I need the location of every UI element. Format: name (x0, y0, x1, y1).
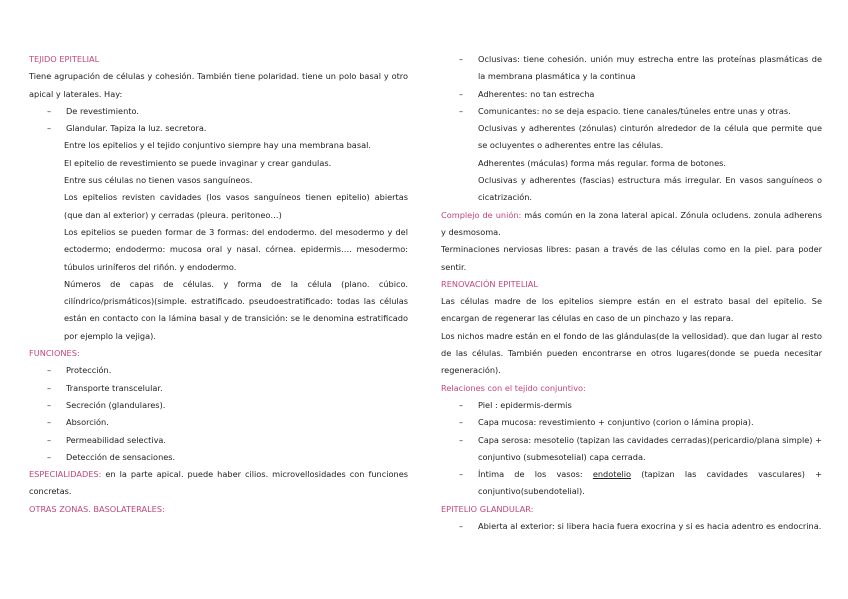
list-item: – Capa mucosa: revestimiento + conjuntivo (corion o lámina propia). (459, 417, 754, 428)
especialidades-paragraph: ESPECIALIDADES: en la parte apical. puede haber cilios. microvellosidades con funciones concretas. (29, 469, 408, 497)
list-item: – Íntima de los vasos: endotelio (tapizan las cavidades vasculares) + conjuntivo(subendotelial). (459, 469, 822, 497)
renovacion-heading: RENOVACIÓN EPITELIAL (441, 278, 538, 289)
tejido-epitelial-heading: TEJIDO EPITELIAL (29, 54, 100, 64)
renovacion-paragraph: Los nichos madre están en el fondo de las glándulas(de la vellosidad). que dan lugar al resto de las células. También pueden encontrarse en otros lugares(donde se pueda necesitar regeneración). (441, 330, 822, 376)
list-item: – Comunicantes: no se deja espacio. tiene canales/túneles entre unas y otras. (459, 105, 791, 116)
list-item: – Abierta al exterior: si libera hacia fuera exocrina y si es hacia adentro es endocrina. (459, 521, 822, 532)
epitelio-glandular-heading: EPITELIO GLANDULAR: (441, 503, 534, 514)
list-item: – Detección de sensaciones. (47, 451, 176, 462)
funciones-heading: FUNCIONES: (29, 348, 80, 359)
list-item: – Absorción. (47, 417, 109, 428)
list-item: – Transporte transcelular. (47, 382, 163, 393)
complejo-label: Complejo de unión: (441, 209, 522, 220)
note-paragraph: Oclusivas y adherentes (fascias) estructura más irregular. En vasos sanguíneos o cicatrización. (478, 175, 822, 203)
note-paragraph: Entre sus células no tienen vasos sanguíneos. (64, 175, 253, 186)
especialidades-label: ESPECIALIDADES: (29, 469, 102, 480)
otras-zonas-heading: OTRAS ZONAS. BASOLATERALES: (29, 503, 165, 514)
list-item: – De revestimiento. (47, 105, 139, 116)
note-paragraph: El epitelio de revestimiento se puede invaginar y crear gandulas. (64, 157, 332, 168)
intro-paragraph: Tiene agrupación de células y cohesión. También tiene polaridad. tiene un polo basal y otro apical y laterales. Hay: (29, 71, 408, 99)
list-item: – Protección. (47, 365, 112, 376)
list-item: – Secreción (glandulares). (47, 399, 166, 410)
list-item: – Capa serosa: mesotelio (tapizan las cavidades cerradas)(pericardio/plana simple) + conjuntivo (submesotelial) capa cerrada. (459, 434, 822, 462)
note-paragraph: Los epitelios revisten cavidades (los vasos sanguíneos tienen epitelio) abiertas (que dan al exterior) y cerradas (pleura. peritoneo…) (64, 192, 408, 220)
endotelio-underlined: endotelio (592, 469, 632, 480)
note-paragraph: Adherentes (máculas) forma más regular. forma de botones. (478, 157, 726, 168)
list-item: – Glandular. Tapiza la luz. secretora. (47, 123, 207, 134)
terminaciones-paragraph: Terminaciones nerviosas libres: pasan a través de las células como en la piel. para poder sentir. (441, 244, 822, 272)
note-paragraph: Entre los epitelios y el tejido conjuntivo siempre hay una membrana basal. (64, 140, 371, 151)
right-column (441, 51, 822, 535)
relaciones-heading: Relaciones con el tejido conjuntivo: (441, 382, 586, 393)
renovacion-paragraph: Las células madre de los epitelios siempre están en el estrato basal del epitelio. Se encargan de regenerar las células en caso de un pinchazo y las repara. (441, 296, 822, 324)
list-item: – Adherentes: no tan estrecha (459, 88, 595, 99)
left-column (29, 51, 408, 518)
note-paragraph: Oclusivas y adherentes (zónulas) cinturón alrededor de la célula que permite que se ocluyentes o adherentes entre las células. (478, 123, 822, 151)
complejo-paragraph: Complejo de unión: más común en la zona lateral apical. Zónula ocludens. zonula adherens y desmosoma. (441, 209, 822, 237)
list-item: – Piel : epidermis-dermis (459, 399, 572, 410)
note-paragraph: Números de capas de células. y forma de la célula (plano. cúbico. cilíndrico/prismáticos)(simple. estratificado. pseudoestratificado: todas las células están en contacto con la lámina basal y de transición: se le denomina estratificado por ejemplo la vejiga). (64, 278, 408, 341)
note-paragraph: Los epitelios se pueden formar de 3 formas: del endodermo. del mesodermo y del ectodermo; endodermo: mucosa oral y nasal. córnea. epidermis…. mesodermo: túbulos uriníferos del riñón. y endodermo. (64, 226, 408, 272)
list-item: – Oclusivas: tiene cohesión. unión muy estrecha entre las proteínas plasmáticas de la membrana plasmática y la continua (459, 54, 822, 82)
list-item: – Permeabilidad selectiva. (47, 434, 167, 445)
